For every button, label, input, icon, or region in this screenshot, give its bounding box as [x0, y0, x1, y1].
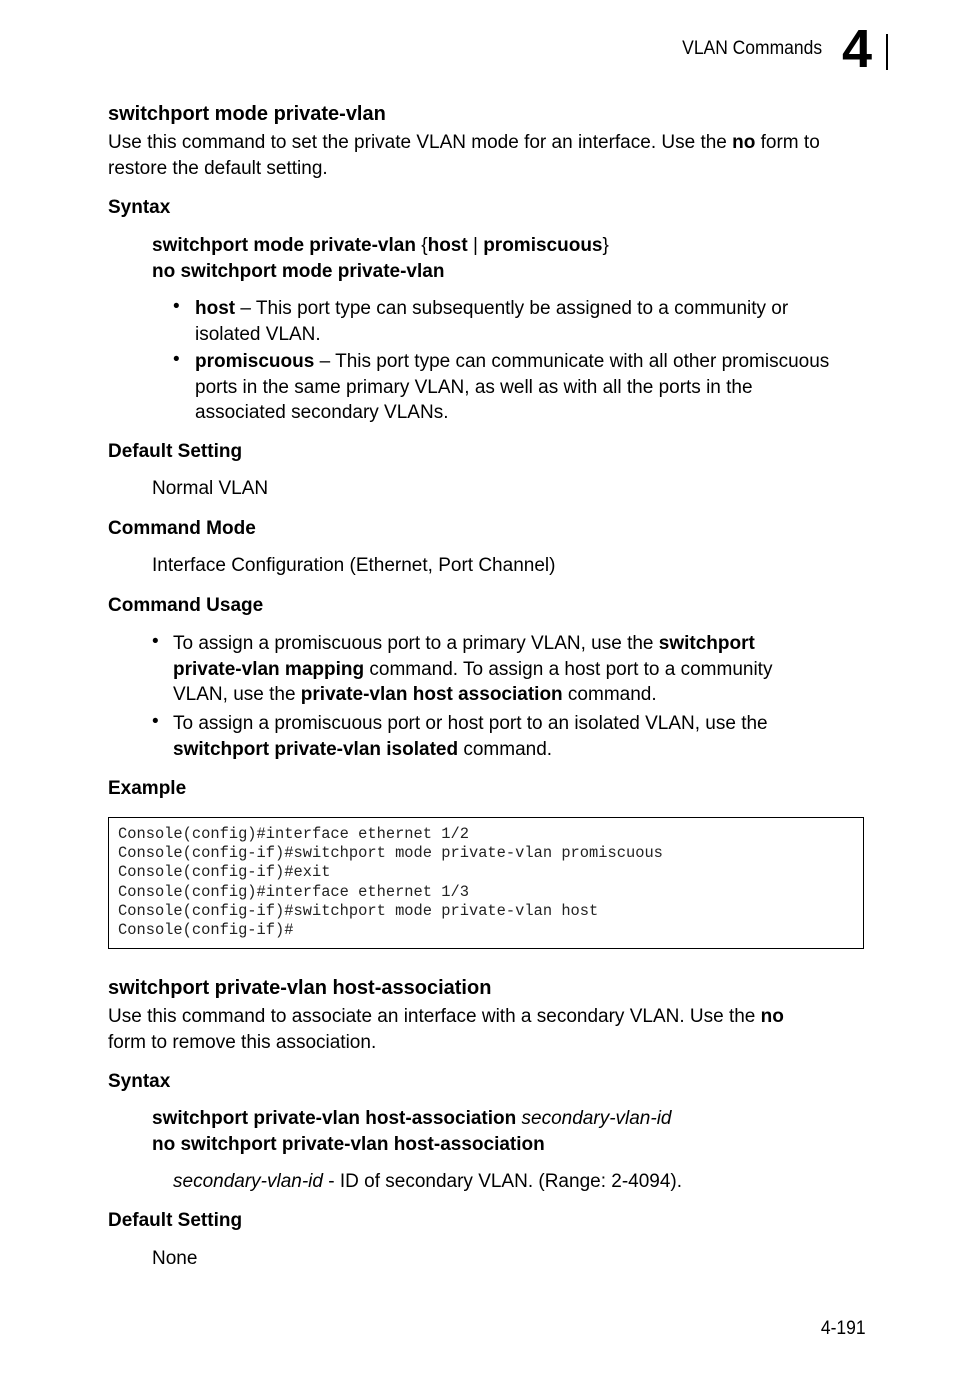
syntax-separator: |	[467, 235, 484, 256]
usage-text: To assign a promiscuous port or host port to an isolated VLAN, use the	[173, 713, 768, 734]
param-text: – This port type can communicate with all other promiscuous	[314, 351, 830, 372]
usage-text: command.	[562, 684, 657, 705]
usage-item	[173, 711, 768, 762]
param-text: - ID of secondary VLAN. (Range: 2-4094).	[322, 1171, 683, 1192]
syntax-block	[152, 233, 609, 284]
syntax-option: host	[427, 235, 468, 256]
usage-command: private-vlan mapping	[173, 658, 365, 680]
bullet-icon: •	[152, 631, 159, 652]
description-text: restore the default setting.	[108, 157, 328, 179]
usage-text: VLAN, use the	[173, 684, 301, 705]
default-setting-heading: Default Setting	[108, 441, 243, 462]
command-mode-value: Interface Configuration (Ethernet, Port Channel)	[152, 555, 556, 576]
section-description	[108, 130, 820, 181]
syntax-heading: Syntax	[108, 1071, 171, 1092]
param-term: promiscuous	[195, 351, 315, 372]
description-text: form to remove this association.	[108, 1031, 377, 1053]
description-text: form to	[755, 132, 820, 153]
syntax-command: switchport mode private-vlan	[152, 235, 422, 256]
description-keyword: no	[760, 1006, 784, 1027]
example-heading: Example	[108, 778, 187, 799]
param-text: associated secondary VLANs.	[195, 402, 449, 423]
description-text: Use this command to set the private VLAN mode for an interface. Use the	[108, 132, 733, 153]
param-text: ports in the same primary VLAN, as well as with all the ports in the	[195, 376, 753, 398]
command-mode-heading: Command Mode	[108, 518, 256, 539]
syntax-argument: secondary-vlan-id	[521, 1108, 672, 1129]
param-text: – This port type can subsequently be assigned to a community or	[235, 298, 789, 319]
param-term: host	[195, 298, 236, 319]
code-example: Console(config)#interface ethernet 1/2 Console(config-if)#switchport mode private-vlan promiscuous Console(config-if)#exit Console(config)#interface ethernet 1/3 Console(config-if)#switchport mode private-vlan host Console(config-if)#	[118, 825, 663, 940]
section-title: switchport mode private-vlan	[108, 103, 386, 125]
bullet-icon: •	[152, 711, 159, 732]
usage-command: private-vlan host association	[300, 684, 563, 705]
code-example-box	[108, 817, 864, 949]
syntax-block	[152, 1106, 672, 1157]
running-header-title: VLAN Commands	[682, 38, 822, 59]
syntax-brace: }	[602, 235, 609, 256]
param-text: isolated VLAN.	[195, 323, 321, 345]
usage-item	[173, 631, 772, 708]
bullet-icon: •	[173, 349, 180, 370]
description-text: Use this command to associate an interface with a secondary VLAN. Use the	[108, 1006, 761, 1027]
param-item	[173, 1169, 682, 1195]
default-setting-value: None	[152, 1248, 198, 1269]
default-setting-heading: Default Setting	[108, 1210, 243, 1231]
section-description	[108, 1004, 784, 1055]
description-keyword: no	[732, 132, 756, 153]
usage-text: command.	[458, 738, 553, 760]
syntax-brace: {	[421, 235, 428, 256]
chapter-divider	[886, 34, 888, 70]
command-usage-heading: Command Usage	[108, 595, 264, 616]
usage-command: switchport	[658, 633, 755, 654]
bullet-icon: •	[173, 296, 180, 317]
chapter-number: 4	[842, 19, 873, 79]
page-number: 4-191	[821, 1318, 866, 1339]
syntax-option: promiscuous	[483, 235, 603, 256]
param-item	[195, 349, 829, 426]
usage-text: To assign a promiscuous port to a primary VLAN, use the	[173, 633, 659, 654]
param-item	[195, 296, 788, 347]
usage-text: command. To assign a host port to a community	[364, 658, 773, 680]
section-title: switchport private-vlan host-association	[108, 977, 492, 999]
param-term: secondary-vlan-id	[173, 1171, 323, 1192]
syntax-command: switchport private-vlan host-association	[152, 1108, 522, 1129]
syntax-no-form: no switchport mode private-vlan	[152, 260, 445, 282]
usage-command: switchport private-vlan isolated	[173, 738, 459, 760]
default-setting-value: Normal VLAN	[152, 478, 269, 499]
syntax-heading: Syntax	[108, 197, 171, 218]
syntax-no-form: no switchport private-vlan host-association	[152, 1133, 545, 1155]
